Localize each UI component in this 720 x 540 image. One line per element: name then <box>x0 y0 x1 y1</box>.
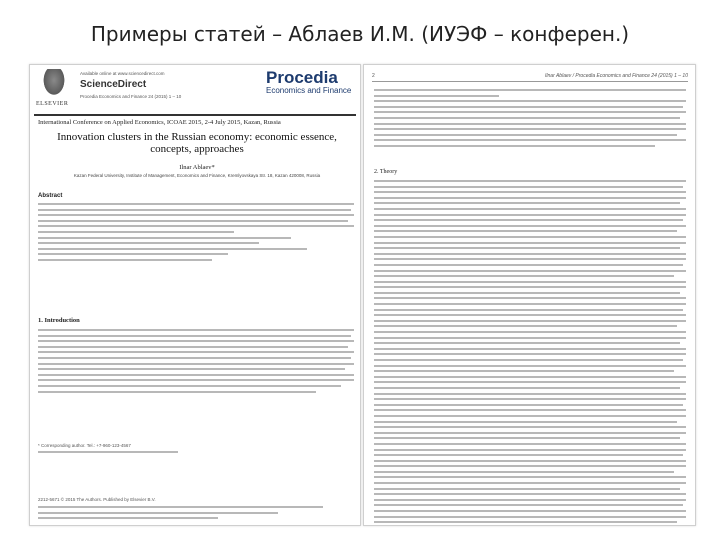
footer-text-block <box>38 506 338 523</box>
article-page-left <box>29 64 361 526</box>
elsevier-tree-icon <box>42 69 66 97</box>
author-affiliation: Kazan Federal University, Institute of Management, Economics and Finance, Kremlyovskaya Str. 18, Kazan 420008, Russia <box>73 173 321 178</box>
article-page-right <box>363 64 696 526</box>
article-title: Innovation clusters in the Russian economy: economic essence, concepts, approaches <box>57 131 337 155</box>
footer-copyright: 2212-5671 © 2015 The Authors. Published by Elsevier B.V. <box>38 497 156 502</box>
procedia-logo <box>266 69 354 95</box>
sciencedirect-title: ScienceDirect <box>80 79 147 90</box>
theory-heading: 2. Theory <box>374 169 398 175</box>
running-header-rule <box>372 81 688 82</box>
introduction-heading: 1. Introduction <box>38 317 80 324</box>
author-name: Ilnar Ablaev* <box>179 164 215 171</box>
corresponding-author-note: * Corresponding author. Tel.: +7-960-123-4567 <box>38 443 131 448</box>
email-line <box>38 451 238 457</box>
slide-title: Примеры статей – Аблаев И.М. (ИУЭФ – конферен.) <box>90 22 630 46</box>
abstract-heading: Abstract <box>38 193 63 199</box>
procedia-subtitle: Economics and Finance <box>266 86 352 95</box>
elsevier-logo <box>36 69 72 113</box>
intro-continued-text-block <box>374 89 686 151</box>
introduction-text-block <box>38 329 354 396</box>
running-head: Ilnar Ablaev / Procedia Economics and Finance 24 (2015) 1 – 10 <box>545 73 688 79</box>
publisher-name: ELSEVIER <box>36 101 69 107</box>
procedia-title: Procedia <box>266 68 338 87</box>
abstract-text-block <box>38 203 354 265</box>
theory-text-block <box>374 180 686 526</box>
sciencedirect-block <box>80 71 230 99</box>
available-online-text: Available online at www.sciencedirect.com <box>80 71 165 76</box>
journal-header <box>34 69 356 113</box>
journal-reference: Procedia Economics and Finance 24 (2015) 1 – 10 <box>80 94 182 99</box>
conference-line: International Conference on Applied Economics, ICOAE 2015, 2-4 July 2015, Kazan, Russia <box>38 119 281 126</box>
header-rule <box>34 114 356 116</box>
page-number: 2 <box>372 73 375 79</box>
